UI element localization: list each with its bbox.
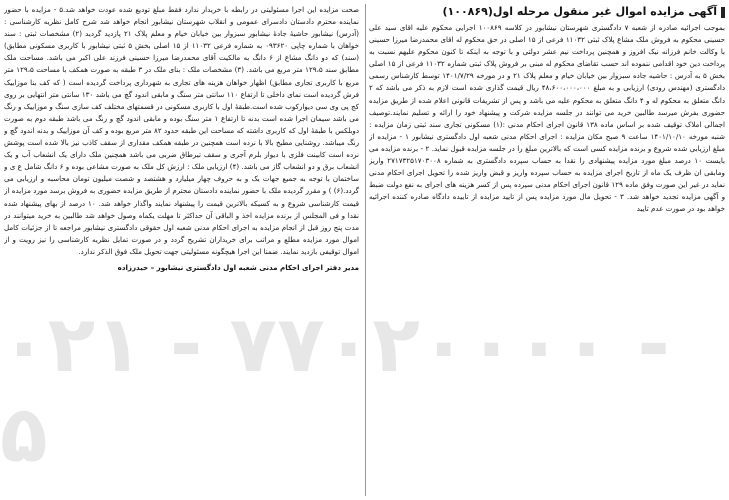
notice-body-left: صحت مزایده این اجرا مسئولیتی در رابطه با خریدار ندارد فقط مبلغ تودیع شده عودت خواهد شد.۵ - مزایده با حضور نماینده محترم دادستان دادسرای عمومی و انقلاب شهرستان نیشابور انجام خواهد شد شرح کامل نظریه کارشناسی : (آدرس) نیشابور حاشیۀ جادۀ نیشابور سبزوار بین خیابان خیام و معلم پلاک ۲۱ پازدید گردید (۲) مشخصات ثبتی : سند خواهان با شماره چاپی ۰۹۳۶۲۰ به شماره فرعی ۱۱۰۳۲ از ۱۵ اصلی بخش ۵ ثبتی نیشابور با کاربری مسکونی مطابق) (سند) که دو دانگ مشاع از ۶ دانگ به مالکیت آقای محمدرضا میرزا حسینی فرزند علی اکبر می باشد. مساحت ملک مطابق سند ۱۲۹،۵ متر مربع می باشد. (۳) مشخصات ملک : بنای ملک در ۳ طبقه به صورت همکف با مساحت ۱۲۹،۵ متر مربع با کاربری تجاری مطابق) اظهار خواهان هزینه های تجاری به شهرداری پرداخت گردیده است ( که کف بنا موزاییک فرش گردیده است نمای داخلی تا ارتفاع ۱۱۰ سانتی متر سنگ و مابقی اندود گچ می باشد ۱۳۰ سانتی متر انتهایی بر روی کج پی وی سی دیوارکوب شده است.طبقهٔ اول با کاربری مسکونی در قسمتهای مختلف کف سازی سنگ و موزاییک و رنگ می باشد سیمان اجرا شده است بدنه تا ارتفاع ۱ متر سنگ بوده و مابقی اندود گچ و رنگ می باشد طبقه دوم به صورت دوبلکس با طبقهٔ اول که کاربری داشته که مساحت این طبقه حدود ۸۲ متر مربع بوده و کف آن موزاییک و بدنه اندود گچ و رنگ میباشد. روشنایی مطبخ بالا با نرده است همچنین در طبقه همکف مقداری از سقف کاذب نیز بالا شده است پوشش نرده است کابینت فلزی با دیوار بلرم آجری و سقف تیرطاق ضربی می باشد همچنین ملک دارای یک انشعاب آب و یک انشعاب برق و دو انشعاب گاز می باشد. (۴) ارزیابی ملک : ارزش کل ملک به صورت مشاعی بوده و ۶ دانگ شامل ع ی و ساختمان با توجه به جمیع جهات یک و به حروف چهار میلیارد و هشتصد و شصت میلیون تومان محاسبه و ارزیابی می گردد.(۶) ) و مقرر گردیده ملک با حضور نماینده دادستان محترم از طریق مزایده حضوری به فروش برسد مورد مزایده از قیمت کارشناسی شروع و به کسیکه بالاترین قیمت را پیشنهاد نمایند واگذار خواهد شد. ۱۰ درصد از بهای پیشنهاد شده نقدا و فی المجلس از برنده مزایده اخذ و الباقی آن حداکثر تا مهلت یکماه وصول خواهد شد طالبین به خرید میتوانند در مدت پنج روز قبل از انجام مزایده به اجرای احکام مدنی شعبه اول حقوقی دادگستری نیشابور مراجعه تا از جزئیات کامل اموال مورد مزایده مطلع و مراتب برای خریداران تشریح گردد و در صورت تمایل نظریه کارشناسی را نیز رویت و از اموال توقیفی بازدید نمایند. ضمنا این اجرا هیچگونه مسئولیتی جهت تحویل ملک فوق الذکر ندارد.: [4, 5, 359, 256]
notice-title: [369, 4, 725, 20]
title-marker: [721, 7, 725, 18]
notice-title-text: آگهی مزایده اموال غیر منقول مرحله اول(۱۰۰۸۶۹): [442, 5, 717, 18]
phone-watermark: ۰۲۱ - ۷۷۰۲۰۰۰۰ - ۵: [0, 300, 670, 480]
notice-right-column: [369, 4, 725, 496]
notice-left-column: [4, 4, 359, 496]
column-divider: [365, 4, 366, 496]
notice-body-right: بموجب اجرائیه صادره از شعبه ۷ دادگستری شهرستان نیشابور در کلاسه ۱۰۰۸۶۹ اجرایی محکوم علیه اقای سید علی حسینی محکوم به فروش ملک مشاع پلاک ثبتی ۱۱۰۳۲ فرعی از ۱۵ اصلی در حق محکوم له اقای محمدرضا میرزا حسینی با وکالت خانم فرزانه نیک افروز و همچنین پرداخت نیم عشر دولتی و با توجه به اینکه تا کنون محکوم علیهم نسبت به پرداخت دین خود اقدامی ننموده اند حسب تقاضای محکوم له مبنی بر فروش پلاک ثبتی شماره ۱۱۰۳۲ فرعی از ۱۵ اصلی بخش ۵ به آدرس : حاشیه جاده سبزوار بین خیابان خیام و معلم پلاک ۲۱ و در مورخه ۱۴۰۱/۷/۲۹ توسط کارشناس رسمی دادگستری (مهندس رودی) ارزیابی و به مبلغ ۴۸،۶۰۰،۰۰۰،۰۰۰ ریال قیمت گذاری شده است لازم به ذکر می باشد که ۲ دانگ متعلق به محکوم له و ۴ دانگ متعلق به محکوم علیه می باشد و پس از تشریفات قانونی اعلام شده از طریق مزایده حضوری بفرش میرسد طالبین خرید می توانند در جلسه مزایده شرکت و پیشنهاد خود را ارائه و تسلیم نمایند.توصیف اجمالی املاک توقیف شده بر اساس ماده ۱۳۸ قانون اجرای احکام مدنی :(۱) مسکونی تجاری سند ثبتی زمان مزایده : شنبه مورخه ۱۴۰۱/۱۰/۱۰ ساعت ۹ صبح مکان مزایده : اجرای احکام مدنی شعبه اول دادگستری نیشابور ۱ - مزایده از مبلغ ارزیابی شده شروع و برنده مزایده کسی است که بالاترین مبلغ را در جلسه مزایده قبول نماید. ۲ - برنده مزایده می بایست ۱۰ درصد مبلغ مورد مزایده پیشنهادی را نقدا به حساب سپرده دادگستری به شماره ۲۷۱۷۳۲۵۱۷۰۳۰۰۸ واریز ومابقی ان ظرف یک ماه از تاریخ اجرای مزایده به حساب سپرده واریز و قبض واریز شده را تحویل اجرای احکام مدنی نماید در غیر این صورت وفق ماده ۱۲۹ قانون اجرای احکام مدنی سپرده پس از کسر هزینه های اجرای به نفع دولت ضبط و آگهی مزایده تجدید خواهد شد. ۳ - تحویل مال مورد مزایده پس از تایید مزایده از تاییده دادگاه صادره کننده اجرائیه خواهد بود در صورت عدم تایید: [369, 23, 725, 214]
notice-signature: مدیر دفتر اجرای احکام مدنی شعبه اول دادگستری نیشابور – حیدرزاده: [117, 262, 359, 272]
